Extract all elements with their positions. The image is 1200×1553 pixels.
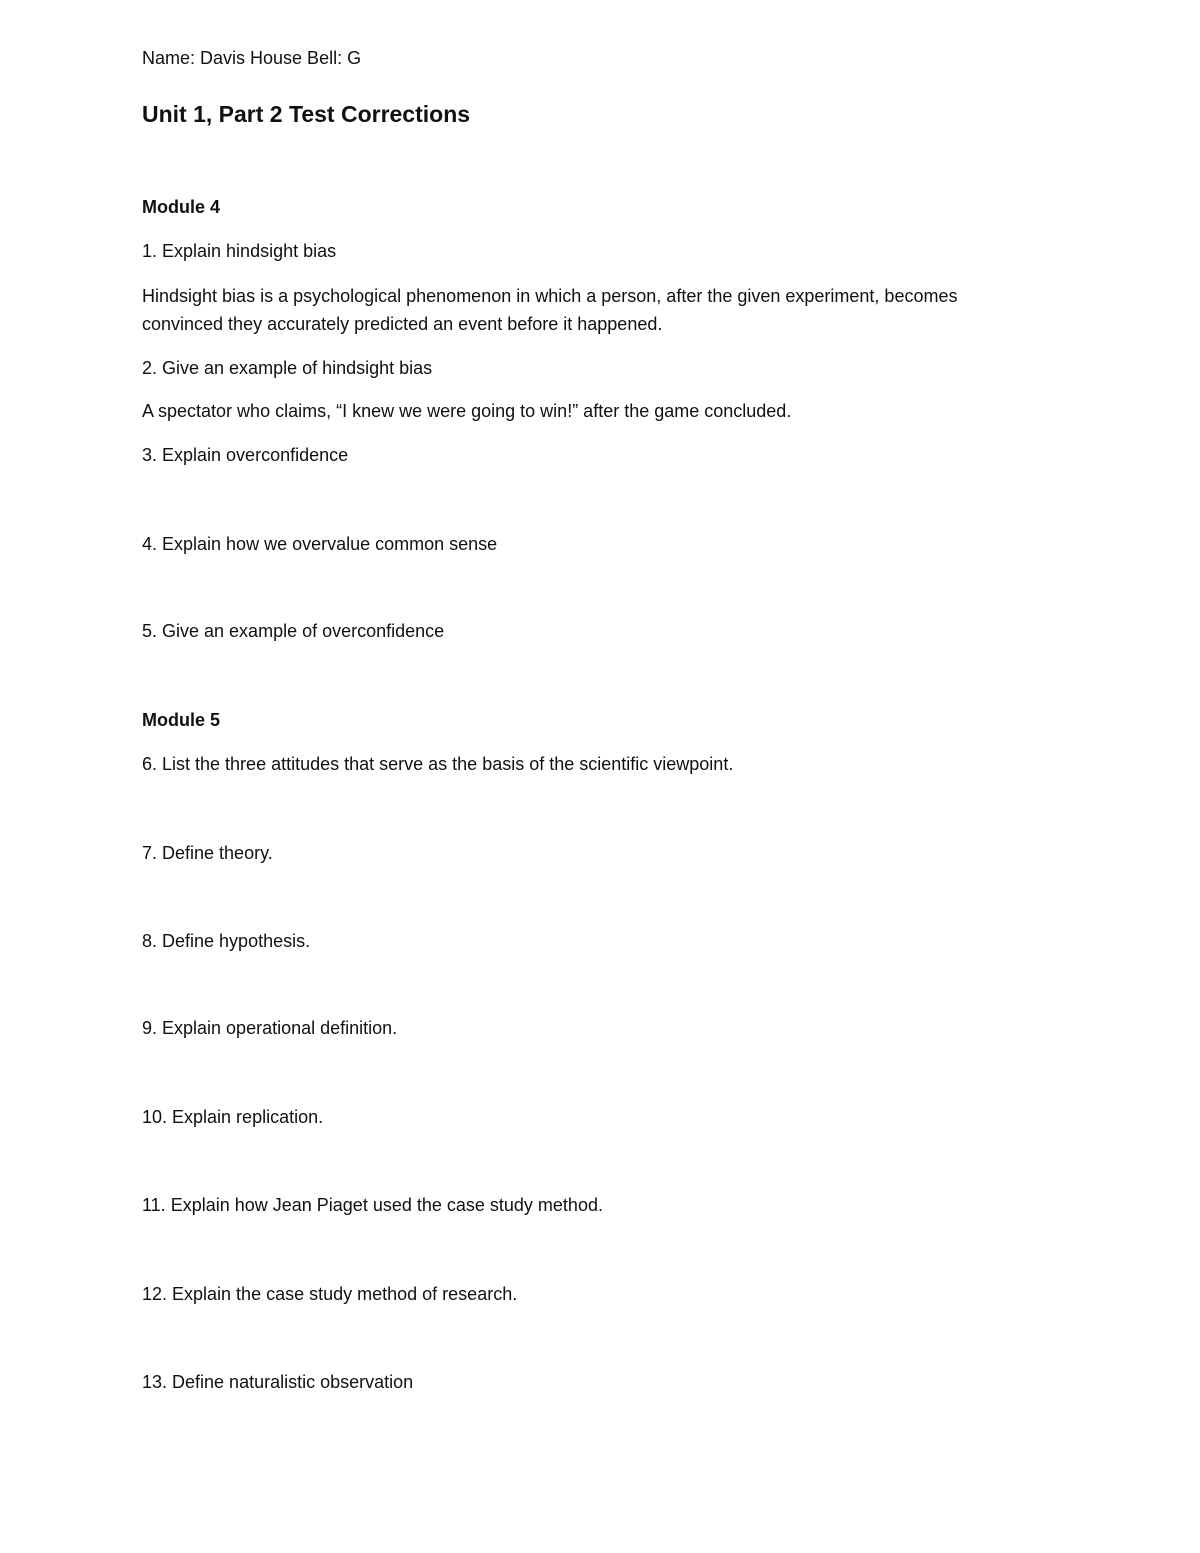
name-line: Name: Davis House Bell: G — [142, 48, 362, 68]
question-2: 2. Give an example of hindsight bias — [142, 358, 433, 378]
question-8: 8. Define hypothesis. — [142, 931, 311, 951]
question-6: 6. List the three attitudes that serve as the basis of the scientific viewpoint. — [142, 754, 734, 774]
question-12: 12. Explain the case study method of research. — [142, 1284, 518, 1304]
question-13: 13. Define naturalistic observation — [142, 1372, 414, 1392]
question-3: 3. Explain overconfidence — [142, 445, 349, 465]
answer-1-line-2: convinced they accurately predicted an event before it happened. — [142, 314, 663, 334]
answer-1-line-1: Hindsight bias is a psychological phenomenon in which a person, after the given experiment, becomes — [142, 286, 958, 306]
question-11: 11. Explain how Jean Piaget used the case study method. — [142, 1195, 603, 1215]
module-4-heading: Module 4 — [142, 197, 221, 217]
question-4: 4. Explain how we overvalue common sense — [142, 534, 498, 554]
question-1: 1. Explain hindsight bias — [142, 241, 337, 261]
page-title: Unit 1, Part 2 Test Corrections — [142, 101, 471, 127]
question-9: 9. Explain operational definition. — [142, 1018, 398, 1038]
answer-2: A spectator who claims, “I knew we were going to win!” after the game concluded. — [142, 401, 792, 421]
question-5: 5. Give an example of overconfidence — [142, 621, 445, 641]
question-10: 10. Explain replication. — [142, 1107, 324, 1127]
module-5-heading: Module 5 — [142, 710, 221, 730]
question-7: 7. Define theory. — [142, 843, 273, 863]
